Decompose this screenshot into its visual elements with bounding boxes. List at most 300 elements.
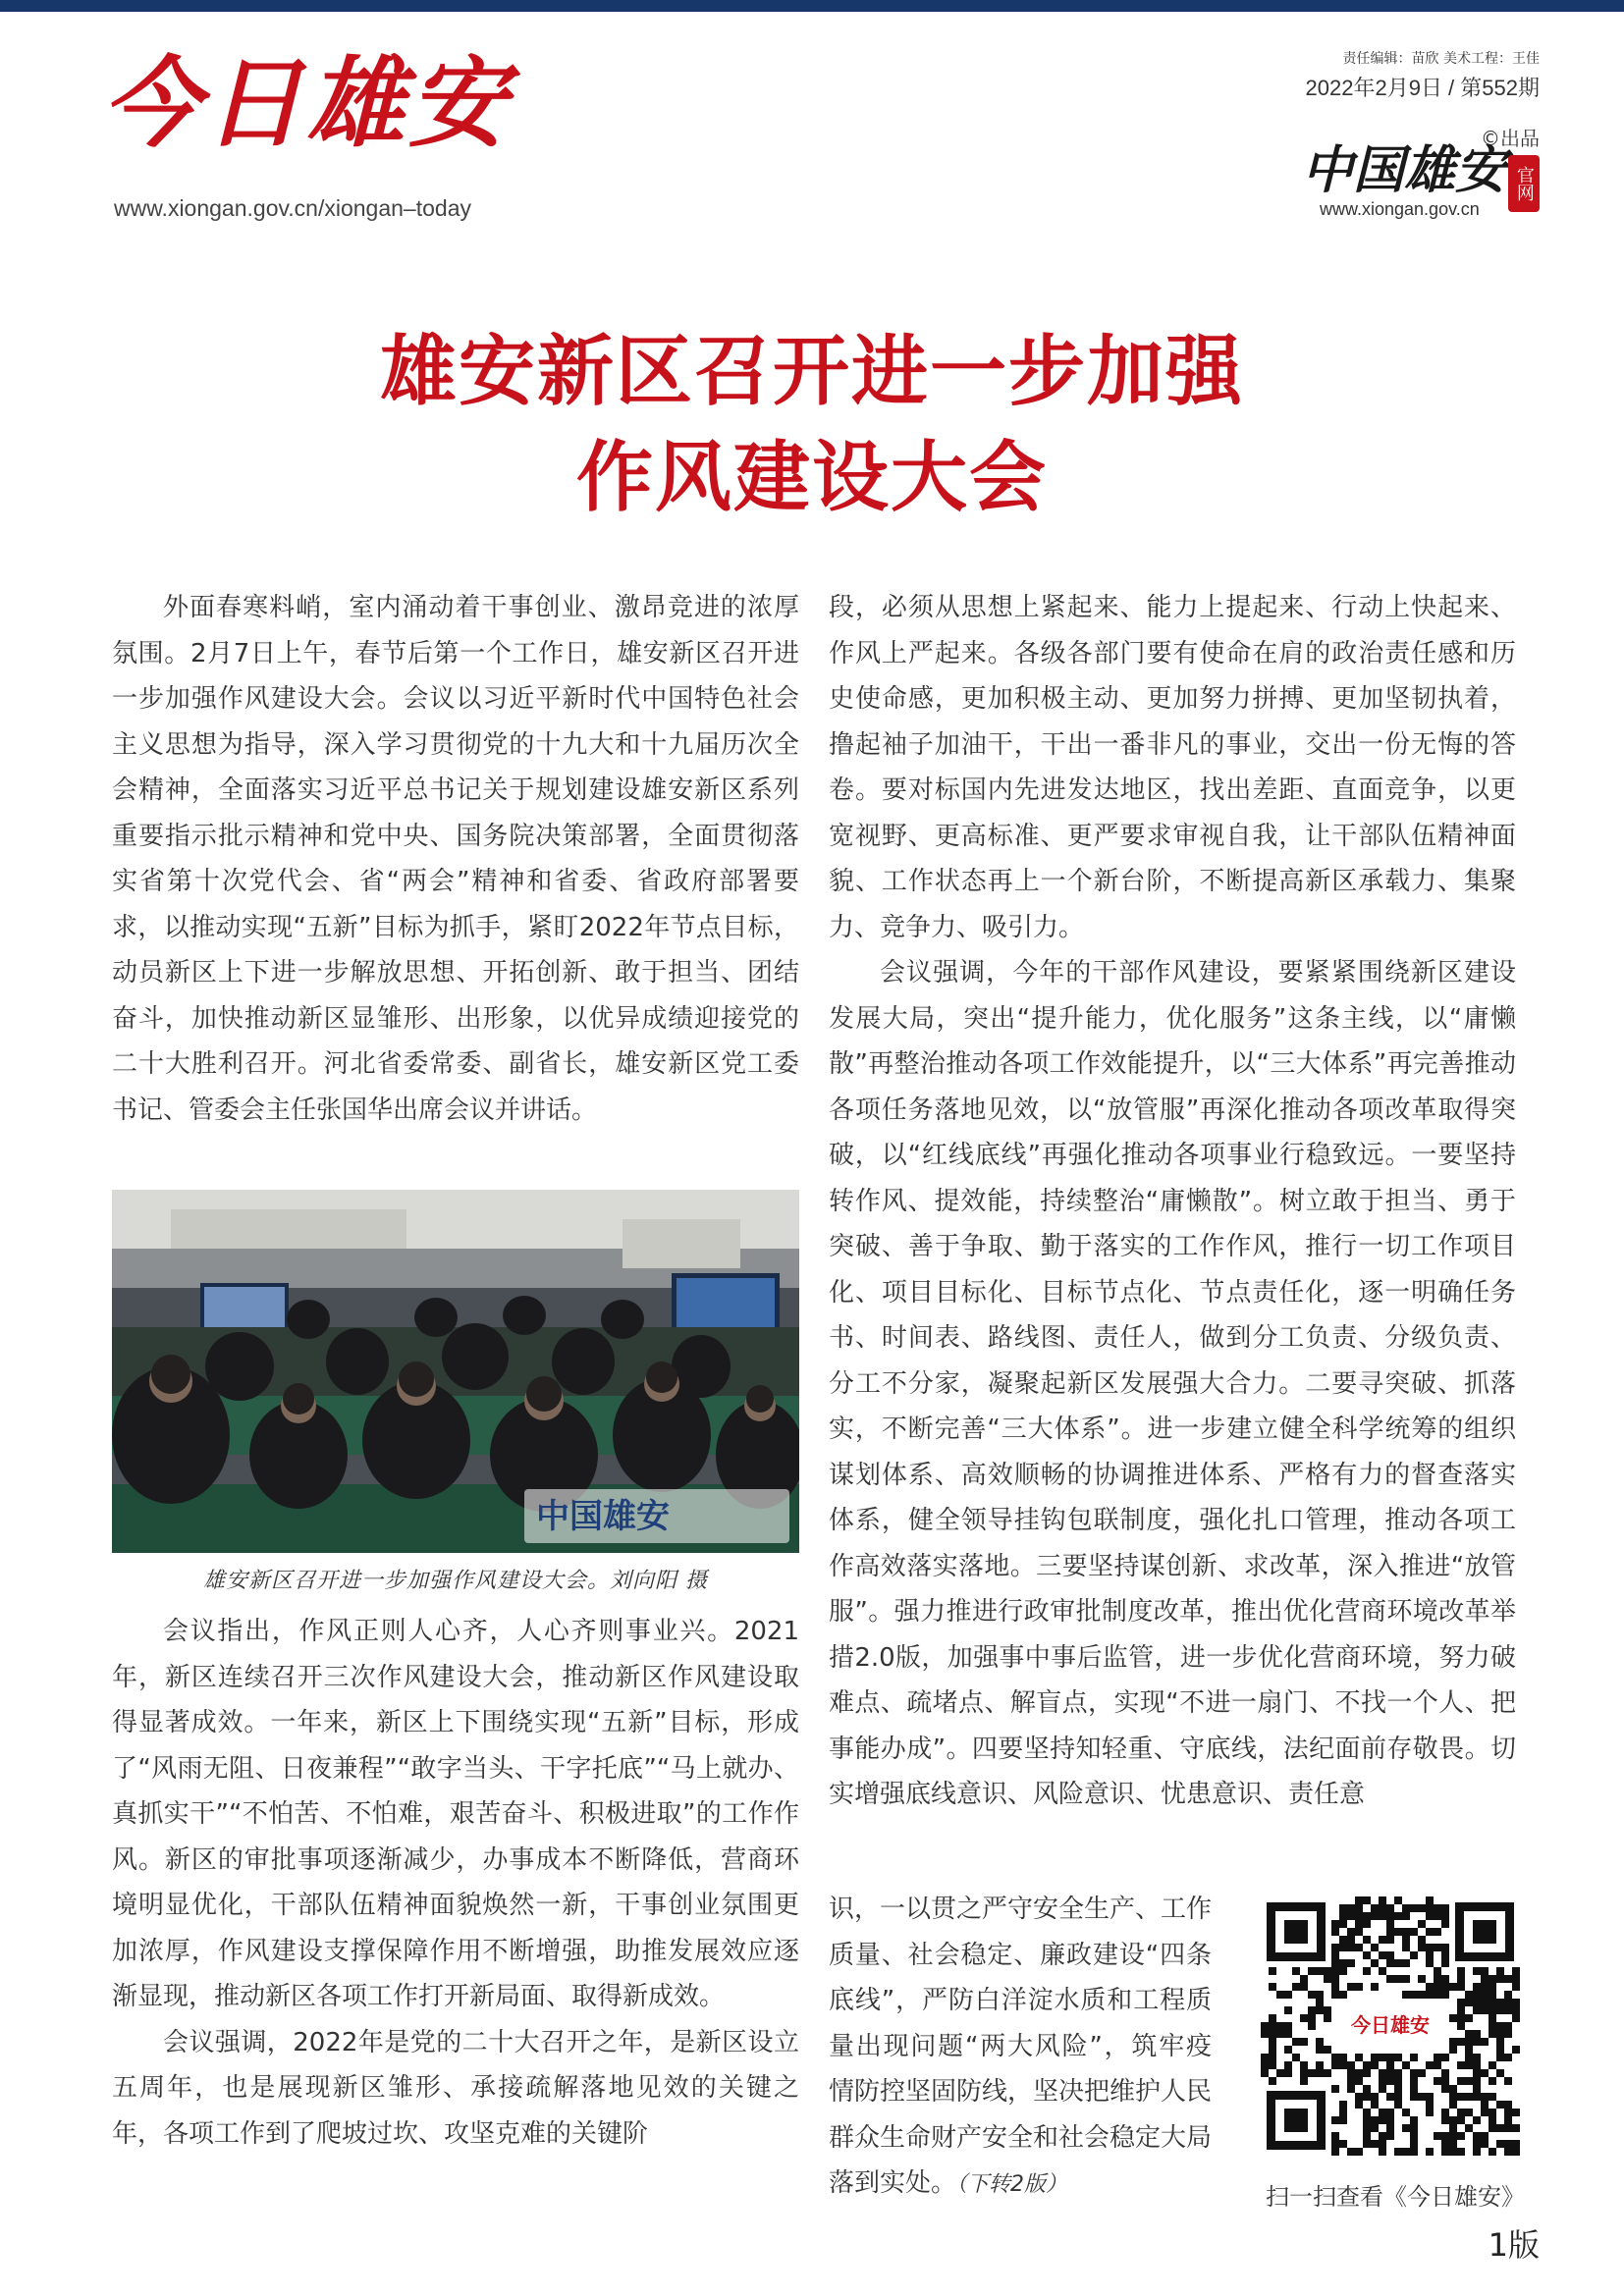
qr-module xyxy=(1261,2054,1269,2061)
qr-module xyxy=(1386,2124,1394,2132)
qr-module xyxy=(1339,1991,1347,1999)
qr-module xyxy=(1379,1904,1386,1912)
qr-module xyxy=(1496,2069,1504,2077)
qr-module xyxy=(1324,1967,1331,1975)
article-headline xyxy=(0,319,1624,531)
qr-module xyxy=(1402,1975,1410,1983)
qr-module xyxy=(1331,2054,1339,2061)
qr-module xyxy=(1441,1920,1449,1928)
qr-module xyxy=(1402,1912,1410,1920)
article-paragraph: 会议强调，2022年是党的二十大召开之年，是新区设立五周年，也是展现新区雏形、承接疏解落地见效的关键之年，各项工作到了爬坡过坎、攻坚克难的关键阶 xyxy=(112,2027,799,2149)
qr-module xyxy=(1339,2054,1347,2061)
article-paragraph-text: 识，一以贯之严守安全生产、工作质量、社会稳定、廉政建设“四条底线”，严防白洋淀水质和工程质量出现问题“两大风险”，筑牢疫情防控坚固防线，坚决把维护人民群众生命财产安全和社会稳定大局落到实处。 xyxy=(829,1895,1213,2198)
qr-code[interactable] xyxy=(1261,1896,1520,2156)
qr-module xyxy=(1434,2061,1441,2069)
qr-module xyxy=(1481,2093,1489,2101)
qr-module xyxy=(1363,2093,1371,2101)
photo-watermark: 中国雄安 xyxy=(536,1497,670,1536)
qr-module xyxy=(1331,1944,1339,1951)
qr-module xyxy=(1496,1975,1504,1983)
qr-code-graphic xyxy=(1261,1896,1520,2156)
qr-module xyxy=(1473,2038,1481,2046)
qr-module xyxy=(1410,1991,1418,1999)
qr-module xyxy=(1481,2006,1489,2014)
qr-module xyxy=(1300,2077,1308,2085)
qr-module xyxy=(1386,2093,1394,2101)
qr-module xyxy=(1449,1983,1457,1991)
qr-module xyxy=(1449,2148,1457,2156)
qr-module xyxy=(1434,1912,1441,1920)
qr-module xyxy=(1394,2101,1402,2109)
qr-module xyxy=(1434,1975,1441,1983)
qr-module xyxy=(1465,2124,1473,2132)
partner-seal xyxy=(1508,155,1540,212)
qr-module xyxy=(1434,1944,1441,1951)
qr-module xyxy=(1300,1983,1308,1991)
qr-module xyxy=(1410,2069,1418,2077)
qr-module xyxy=(1269,2054,1276,2061)
qr-module xyxy=(1379,2085,1386,2093)
qr-module xyxy=(1394,1928,1402,1936)
qr-module xyxy=(1339,1936,1347,1944)
qr-module xyxy=(1457,1967,1465,1975)
qr-module xyxy=(1363,2116,1371,2124)
qr-module xyxy=(1308,2006,1316,2014)
qr-module xyxy=(1331,1951,1339,1959)
qr-module xyxy=(1276,2022,1284,2030)
qr-module xyxy=(1371,1904,1379,1912)
qr-module xyxy=(1324,2006,1331,2014)
qr-module xyxy=(1481,2109,1489,2116)
headline-line-2: 作风建设大会 xyxy=(575,433,1048,522)
qr-module xyxy=(1308,2022,1316,2030)
qr-module xyxy=(1457,2148,1465,2156)
qr-module xyxy=(1512,1975,1520,1983)
qr-module xyxy=(1308,1967,1316,1975)
page-number: 1版 xyxy=(1488,2226,1540,2264)
qr-module xyxy=(1363,1967,1371,1975)
qr-module xyxy=(1261,2061,1269,2069)
qr-module xyxy=(1473,2030,1481,2038)
qr-module xyxy=(1473,1983,1481,1991)
qr-module xyxy=(1473,1991,1481,1999)
qr-module xyxy=(1402,2109,1410,2116)
qr-module xyxy=(1441,1983,1449,1991)
qr-module xyxy=(1512,2124,1520,2132)
qr-module xyxy=(1371,2061,1379,2069)
qr-module xyxy=(1379,2077,1386,2085)
qr-module xyxy=(1316,2069,1324,2077)
qr-module xyxy=(1386,1912,1394,1920)
qr-module xyxy=(1489,2061,1496,2069)
qr-module xyxy=(1331,1975,1339,1983)
qr-module xyxy=(1441,2140,1449,2148)
qr-module xyxy=(1512,2006,1520,2014)
qr-module xyxy=(1512,1967,1520,1975)
qr-module xyxy=(1316,2006,1324,2014)
qr-module xyxy=(1441,2069,1449,2077)
qr-module xyxy=(1386,2109,1394,2116)
qr-module xyxy=(1465,2093,1473,2101)
qr-module xyxy=(1426,2109,1434,2116)
qr-module xyxy=(1434,1967,1441,1975)
qr-module xyxy=(1434,2077,1441,2085)
qr-module xyxy=(1481,2140,1489,2148)
qr-module xyxy=(1316,2046,1324,2054)
qr-module xyxy=(1339,1959,1347,1967)
qr-module xyxy=(1363,2109,1371,2116)
qr-module xyxy=(1512,2148,1520,2156)
qr-module xyxy=(1379,1936,1386,1944)
meeting-photo xyxy=(112,1190,799,1553)
qr-module xyxy=(1363,1912,1371,1920)
qr-module xyxy=(1426,1991,1434,1999)
qr-module xyxy=(1276,2030,1284,2038)
qr-module xyxy=(1394,1912,1402,1920)
qr-module xyxy=(1261,2030,1269,2038)
editors-credit: 责任编辑：苗欣 美术工程：王佳 xyxy=(1342,51,1540,67)
qr-module xyxy=(1489,2014,1496,2022)
qr-module xyxy=(1441,1975,1449,1983)
qr-module xyxy=(1426,2101,1434,2109)
qr-module xyxy=(1473,1967,1481,1975)
qr-module xyxy=(1496,2038,1504,2046)
qr-module xyxy=(1355,2101,1363,2109)
qr-module xyxy=(1489,2116,1496,2124)
qr-module xyxy=(1355,2054,1363,2061)
qr-module xyxy=(1386,2077,1394,2085)
qr-module xyxy=(1331,1983,1339,1991)
qr-module xyxy=(1418,2069,1426,2077)
qr-module xyxy=(1504,1975,1512,1983)
qr-module xyxy=(1379,2132,1386,2140)
qr-module xyxy=(1434,2054,1441,2061)
qr-module xyxy=(1489,1983,1496,1991)
qr-module xyxy=(1386,2061,1394,2069)
qr-module xyxy=(1316,1991,1324,1999)
qr-module xyxy=(1512,2109,1520,2116)
qr-module xyxy=(1504,2006,1512,2014)
qr-module xyxy=(1324,2046,1331,2054)
qr-module xyxy=(1457,2132,1465,2140)
site-url: www.xiongan.gov.cn/xiongan–today xyxy=(114,195,471,221)
qr-module xyxy=(1504,1991,1512,1999)
qr-module xyxy=(1347,2061,1355,2069)
qr-module xyxy=(1441,2077,1449,2085)
qr-module xyxy=(1496,2124,1504,2132)
qr-module xyxy=(1457,2093,1465,2101)
qr-module xyxy=(1496,2054,1504,2061)
qr-module xyxy=(1418,1904,1426,1912)
qr-module xyxy=(1441,2132,1449,2140)
qr-module xyxy=(1363,2069,1371,2077)
qr-module xyxy=(1496,1967,1504,1975)
qr-module xyxy=(1465,2109,1473,2116)
qr-module xyxy=(1457,2014,1465,2022)
qr-module xyxy=(1449,2014,1457,2022)
qr-module xyxy=(1379,2109,1386,2116)
qr-module xyxy=(1504,2148,1512,2156)
qr-module xyxy=(1473,2132,1481,2140)
qr-module xyxy=(1496,2046,1504,2054)
qr-module xyxy=(1481,1975,1489,1983)
masthead-logo: 今日雄安 xyxy=(102,45,511,161)
qr-module xyxy=(1355,1896,1363,1904)
qr-module xyxy=(1331,1959,1339,1967)
qr-module xyxy=(1339,2109,1347,2116)
qr-module xyxy=(1496,2101,1504,2109)
qr-module xyxy=(1512,2046,1520,2054)
qr-module xyxy=(1308,2014,1316,2022)
qr-module xyxy=(1457,2116,1465,2124)
qr-module xyxy=(1339,1912,1347,1920)
qr-module xyxy=(1347,2077,1355,2085)
qr-module xyxy=(1465,1991,1473,1999)
qr-module xyxy=(1284,1991,1292,1999)
article-column-left-top xyxy=(112,585,799,1133)
qr-module xyxy=(1402,1991,1410,1999)
qr-module xyxy=(1316,1967,1324,1975)
qr-module xyxy=(1394,1896,1402,1904)
qr-module xyxy=(1418,1991,1426,1999)
qr-module xyxy=(1441,2054,1449,2061)
qr-module xyxy=(1355,2093,1363,2101)
qr-module xyxy=(1347,1904,1355,1912)
qr-module xyxy=(1481,2038,1489,2046)
qr-module xyxy=(1512,2014,1520,2022)
qr-module xyxy=(1363,2061,1371,2069)
qr-module xyxy=(1363,2124,1371,2132)
qr-module xyxy=(1449,2140,1457,2148)
partner-logo: 中国雄安 xyxy=(1302,140,1507,200)
qr-module xyxy=(1355,2069,1363,2077)
qr-module xyxy=(1410,2093,1418,2101)
qr-module xyxy=(1379,1912,1386,1920)
qr-module xyxy=(1426,1928,1434,1936)
qr-module xyxy=(1261,2022,1269,2030)
qr-module xyxy=(1410,2140,1418,2148)
qr-module xyxy=(1371,2054,1379,2061)
qr-module xyxy=(1410,2077,1418,2085)
qr-module xyxy=(1394,2148,1402,2156)
qr-module xyxy=(1363,1951,1371,1959)
publisher-mark: ©出品 xyxy=(1481,127,1540,150)
qr-module xyxy=(1331,1920,1339,1928)
qr-module xyxy=(1512,1983,1520,1991)
qr-module xyxy=(1300,2069,1308,2077)
qr-module xyxy=(1441,2116,1449,2124)
qr-module xyxy=(1441,1991,1449,1999)
qr-module xyxy=(1386,1936,1394,1944)
qr-module xyxy=(1339,2101,1347,2109)
qr-module xyxy=(1434,1928,1441,1936)
qr-module xyxy=(1284,2030,1292,2038)
qr-module xyxy=(1410,2085,1418,2093)
qr-module xyxy=(1457,2022,1465,2030)
qr-module xyxy=(1379,1967,1386,1975)
qr-module xyxy=(1300,2061,1308,2069)
qr-module xyxy=(1379,2069,1386,2077)
qr-module xyxy=(1496,2022,1504,2030)
qr-module xyxy=(1457,2061,1465,2069)
qr-module xyxy=(1347,1959,1355,1967)
qr-module xyxy=(1347,2148,1355,2156)
qr-module xyxy=(1481,2101,1489,2109)
qr-module xyxy=(1441,2085,1449,2093)
qr-center-label: 今日雄安 xyxy=(1351,2013,1430,2037)
qr-module xyxy=(1394,1975,1402,1983)
qr-module xyxy=(1284,2061,1292,2069)
qr-module xyxy=(1402,1928,1410,1936)
qr-module xyxy=(1426,1912,1434,1920)
qr-module xyxy=(1316,1999,1324,2006)
qr-module xyxy=(1324,2014,1331,2022)
qr-module xyxy=(1504,2030,1512,2038)
qr-module xyxy=(1379,1896,1386,1904)
qr-module xyxy=(1504,2116,1512,2124)
qr-module xyxy=(1449,2116,1457,2124)
qr-module xyxy=(1394,2085,1402,2093)
qr-module xyxy=(1386,1959,1394,1967)
qr-module xyxy=(1441,1951,1449,1959)
qr-module xyxy=(1465,2077,1473,2085)
qr-module xyxy=(1371,1912,1379,1920)
qr-module xyxy=(1331,2140,1339,2148)
qr-module xyxy=(1355,2077,1363,2085)
qr-module xyxy=(1339,2116,1347,2124)
qr-module xyxy=(1481,1999,1489,2006)
qr-module xyxy=(1371,1959,1379,1967)
qr-module xyxy=(1300,2038,1308,2046)
qr-module xyxy=(1324,2069,1331,2077)
qr-module xyxy=(1347,1983,1355,1991)
headline-line-1: 雄安新区召开进一步加强 xyxy=(379,327,1244,416)
qr-module xyxy=(1473,1999,1481,2006)
qr-module xyxy=(1410,2116,1418,2124)
qr-module xyxy=(1426,1904,1434,1912)
qr-module xyxy=(1316,2038,1324,2046)
qr-module xyxy=(1339,1944,1347,1951)
qr-module xyxy=(1355,1904,1363,1912)
qr-module xyxy=(1504,2101,1512,2109)
qr-module xyxy=(1465,1999,1473,2006)
qr-module xyxy=(1441,1944,1449,1951)
qr-module xyxy=(1347,2085,1355,2093)
qr-module xyxy=(1473,2116,1481,2124)
qr-module xyxy=(1308,2069,1316,2077)
qr-module xyxy=(1457,2077,1465,2085)
article-column-right-narrow xyxy=(829,1887,1212,2209)
qr-module xyxy=(1386,2069,1394,2077)
qr-module xyxy=(1363,1896,1371,1904)
qr-module xyxy=(1269,1983,1276,1991)
qr-module xyxy=(1355,2148,1363,2156)
qr-module xyxy=(1331,1928,1339,1936)
qr-module xyxy=(1473,2077,1481,2085)
photo-caption: 雄安新区召开进一步加强作风建设大会。刘向阳 摄 xyxy=(203,1569,708,1593)
qr-module xyxy=(1449,2132,1457,2140)
qr-module xyxy=(1371,1944,1379,1951)
qr-module xyxy=(1410,1928,1418,1936)
qr-module xyxy=(1339,1904,1347,1912)
qr-module xyxy=(1489,2093,1496,2101)
qr-module xyxy=(1426,2061,1434,2069)
meeting-photo-illustration xyxy=(112,1190,799,1553)
qr-module xyxy=(1355,1912,1363,1920)
qr-module xyxy=(1292,1967,1300,1975)
qr-module xyxy=(1410,2054,1418,2061)
qr-module xyxy=(1489,2109,1496,2116)
qr-module xyxy=(1339,1967,1347,1975)
qr-module xyxy=(1363,2085,1371,2093)
qr-module xyxy=(1481,2069,1489,2077)
qr-module xyxy=(1465,2038,1473,2046)
qr-module xyxy=(1269,2061,1276,2069)
qr-module xyxy=(1489,2030,1496,2038)
qr-module xyxy=(1269,2014,1276,2022)
qr-module xyxy=(1355,1944,1363,1951)
qr-module xyxy=(1457,1999,1465,2006)
qr-module xyxy=(1465,2046,1473,2054)
qr-module xyxy=(1379,2116,1386,2124)
qr-module xyxy=(1308,1991,1316,1999)
qr-module xyxy=(1331,1967,1339,1975)
qr-module xyxy=(1331,1991,1339,1999)
qr-module xyxy=(1300,2014,1308,2022)
qr-module xyxy=(1331,2085,1339,2093)
article-column-left-bottom xyxy=(112,1609,799,2157)
qr-module xyxy=(1504,2054,1512,2061)
qr-module xyxy=(1292,2038,1300,2046)
qr-module xyxy=(1331,2148,1339,2156)
qr-module xyxy=(1481,1991,1489,1999)
qr-module xyxy=(1418,1920,1426,1928)
qr-module xyxy=(1504,1999,1512,2006)
partner-seal-text: 官网 xyxy=(1513,166,1535,201)
qr-module xyxy=(1363,2132,1371,2140)
qr-module xyxy=(1504,2124,1512,2132)
qr-module xyxy=(1426,1951,1434,1959)
qr-module xyxy=(1465,2014,1473,2022)
qr-module xyxy=(1394,2054,1402,2061)
qr-module xyxy=(1410,2132,1418,2140)
qr-module xyxy=(1355,1920,1363,1928)
qr-module xyxy=(1441,1904,1449,1912)
qr-module xyxy=(1434,1991,1441,1999)
qr-module xyxy=(1426,2093,1434,2101)
qr-module xyxy=(1489,2022,1496,2030)
qr-module xyxy=(1418,1944,1426,1951)
qr-module xyxy=(1355,1983,1363,1991)
qr-module xyxy=(1402,1944,1410,1951)
qr-module xyxy=(1394,2069,1402,2077)
qr-module xyxy=(1418,1936,1426,1944)
qr-module xyxy=(1300,1975,1308,1983)
article-column-right xyxy=(829,585,1516,1818)
qr-module xyxy=(1394,2077,1402,2085)
top-color-bar xyxy=(0,0,1624,12)
qr-module xyxy=(1347,2069,1355,2077)
qr-module xyxy=(1261,2069,1269,2077)
qr-module xyxy=(1269,1967,1276,1975)
qr-module xyxy=(1481,2132,1489,2140)
qr-module xyxy=(1473,2093,1481,2101)
qr-module xyxy=(1386,1975,1394,1983)
qr-module xyxy=(1402,2061,1410,2069)
qr-module xyxy=(1457,2006,1465,2014)
qr-module xyxy=(1473,2069,1481,2077)
qr-module xyxy=(1496,1999,1504,2006)
